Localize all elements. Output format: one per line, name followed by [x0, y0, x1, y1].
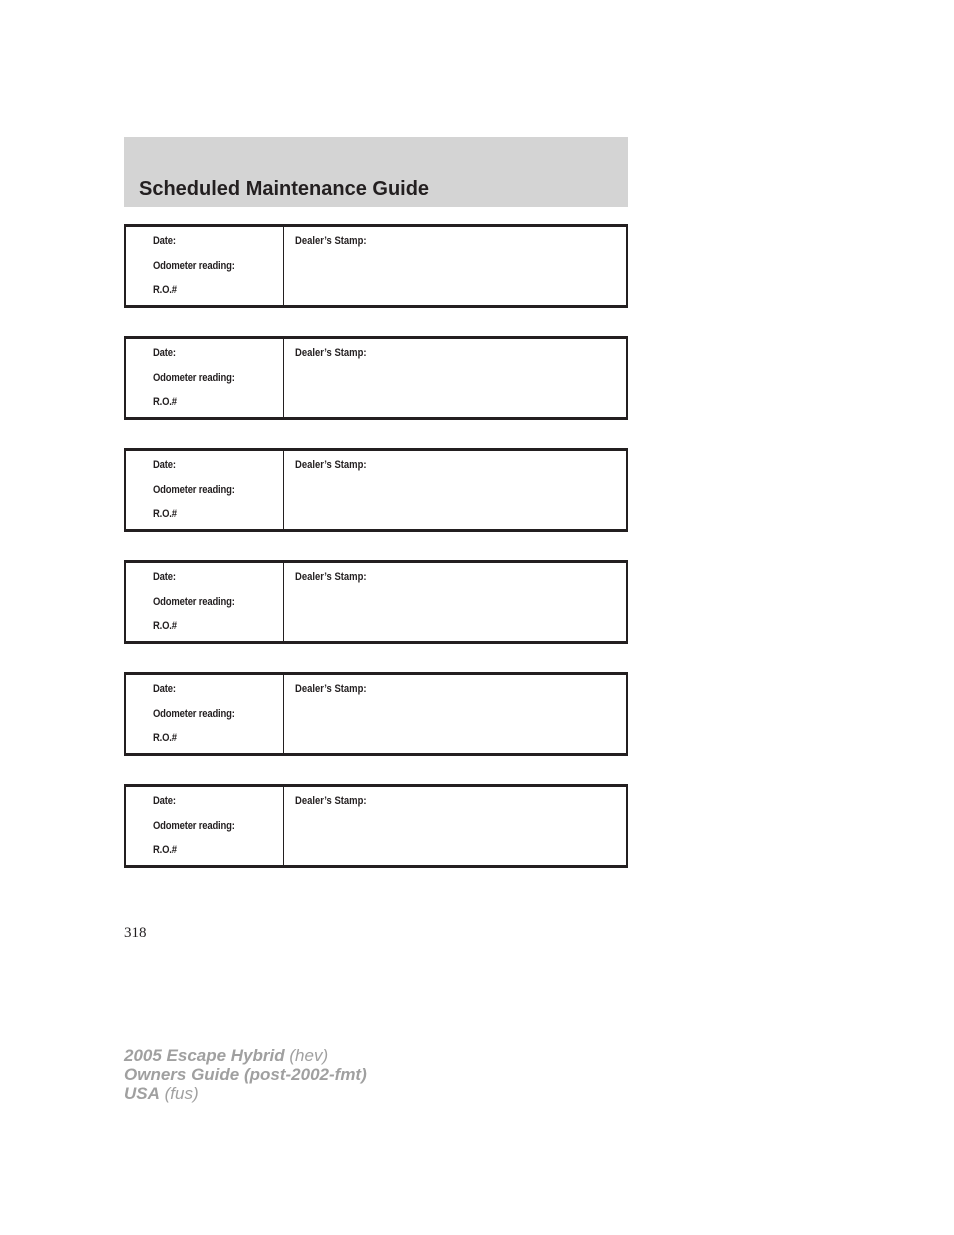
maintenance-record — [124, 336, 628, 420]
maintenance-record — [124, 784, 628, 868]
date-label: Date: — [153, 235, 176, 247]
record-info-column — [126, 675, 284, 753]
page-title: Scheduled Maintenance Guide — [139, 178, 430, 200]
ro-label: R.O.# — [153, 620, 177, 632]
record-info-column — [126, 451, 284, 529]
odometer-label: Odometer reading: — [153, 372, 235, 384]
ro-label: R.O.# — [153, 508, 177, 520]
odometer-label: Odometer reading: — [153, 820, 235, 832]
dealer-stamp-label: Dealer’s Stamp: — [295, 347, 367, 359]
footer-line-market: USA (fus) — [124, 1084, 199, 1103]
ro-label: R.O.# — [153, 732, 177, 744]
dealer-stamp-label: Dealer’s Stamp: — [295, 571, 367, 583]
odometer-label: Odometer reading: — [153, 260, 235, 272]
ro-label: R.O.# — [153, 284, 177, 296]
date-label: Date: — [153, 347, 176, 359]
odometer-label: Odometer reading: — [153, 484, 235, 496]
dealer-stamp-label: Dealer’s Stamp: — [295, 683, 367, 695]
maintenance-record — [124, 672, 628, 756]
date-label: Date: — [153, 571, 176, 583]
ro-label: R.O.# — [153, 396, 177, 408]
footer-line-guide: Owners Guide (post-2002-fmt) — [124, 1065, 367, 1084]
maintenance-record — [124, 224, 628, 308]
section-header — [124, 137, 628, 207]
odometer-label: Odometer reading: — [153, 708, 235, 720]
footer-line-vehicle: 2005 Escape Hybrid (hev) — [124, 1046, 329, 1065]
page-number: 318 — [124, 925, 147, 941]
document-footer — [124, 1046, 367, 1103]
record-info-column — [126, 339, 284, 417]
maintenance-record — [124, 560, 628, 644]
record-info-column — [126, 787, 284, 865]
date-label: Date: — [153, 683, 176, 695]
dealer-stamp-label: Dealer’s Stamp: — [295, 795, 367, 807]
odometer-label: Odometer reading: — [153, 596, 235, 608]
dealer-stamp-label: Dealer’s Stamp: — [295, 459, 367, 471]
record-info-column — [126, 563, 284, 641]
ro-label: R.O.# — [153, 844, 177, 856]
date-label: Date: — [153, 459, 176, 471]
dealer-stamp-label: Dealer’s Stamp: — [295, 235, 367, 247]
maintenance-record — [124, 448, 628, 532]
record-info-column — [126, 227, 284, 305]
date-label: Date: — [153, 795, 176, 807]
